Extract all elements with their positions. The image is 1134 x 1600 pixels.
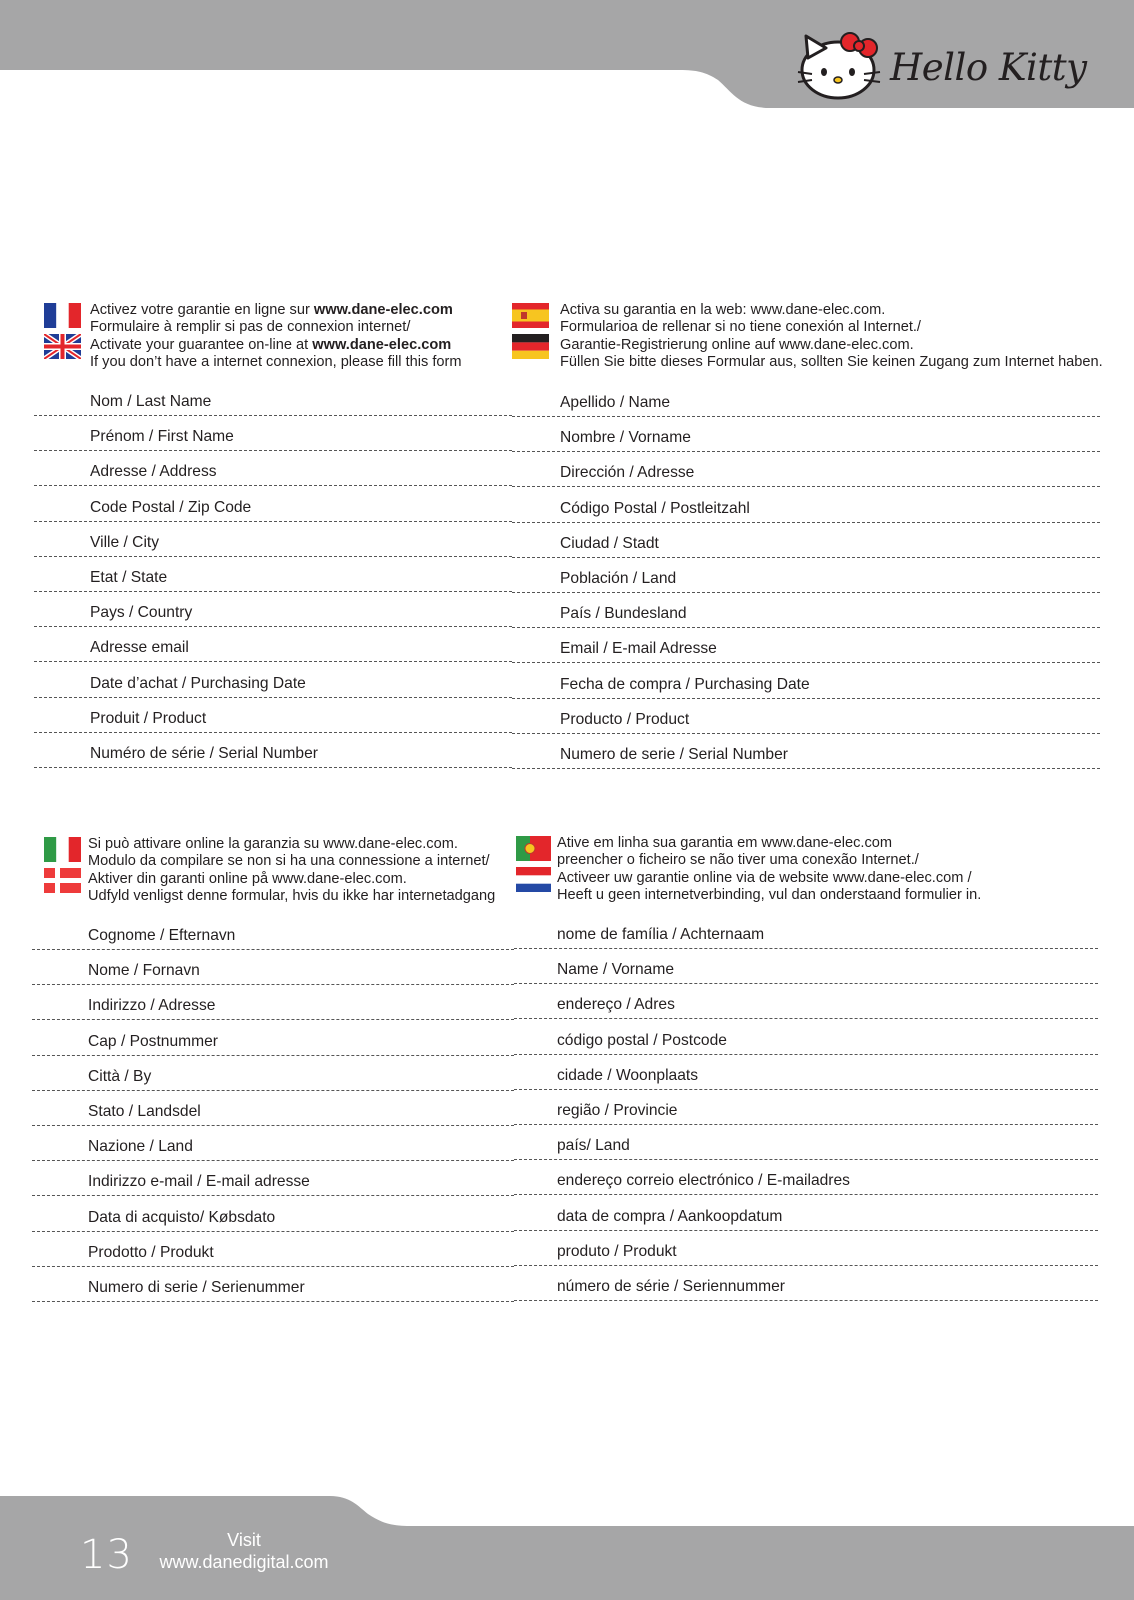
intro-line xyxy=(557,887,981,904)
form-field-label: Pays / Country xyxy=(90,604,193,622)
form-field-label: Email / E-mail Adresse xyxy=(560,640,717,658)
form-field-label: país/ Land xyxy=(557,1137,630,1155)
intro-line-text: Si può attivare online la garanzia su www.dane-elec.com. xyxy=(88,836,458,852)
form-field-line[interactable] xyxy=(512,487,1100,523)
form-field-line[interactable] xyxy=(34,415,512,451)
italy-flag-icon xyxy=(44,837,81,862)
form-field-line[interactable] xyxy=(514,1054,1098,1090)
form-field-label: Producto / Product xyxy=(560,710,690,728)
intro-line xyxy=(90,319,462,336)
form-field-label: Adresse / Address xyxy=(90,463,217,481)
form-field-line[interactable] xyxy=(512,451,1100,487)
intro-line-text: Ative em linha sua garantia em www.dane-elec.com xyxy=(557,835,893,851)
intro-text xyxy=(88,836,495,906)
intro-line-link[interactable]: www.dane-elec.com xyxy=(313,302,453,318)
spain-flag-icon xyxy=(512,303,549,328)
form-field-line[interactable] xyxy=(514,1159,1098,1195)
form-field-line[interactable] xyxy=(514,948,1098,984)
form-field-label: produto / Produkt xyxy=(557,1242,677,1260)
form-field-label: Data di acquisto/ Købsdato xyxy=(88,1208,276,1226)
intro-line xyxy=(560,337,1103,354)
form-field-label: Cap / Postnummer xyxy=(88,1032,218,1050)
intro-line-link[interactable]: www.dane-elec.com xyxy=(312,336,452,353)
intro-line xyxy=(560,319,1103,336)
form-field-label: Nome / Fornavn xyxy=(88,962,200,980)
intro-line xyxy=(88,836,495,853)
form-field-label: endereço correio electrónico / E-mailadres xyxy=(557,1172,850,1190)
page-number: 13 xyxy=(80,1532,133,1578)
uk-flag-icon xyxy=(44,334,81,359)
intro-line xyxy=(557,852,981,869)
form-field-label: data de compra / Aankoopdatum xyxy=(557,1207,783,1225)
form-field-line[interactable] xyxy=(512,557,1100,593)
form-field-line[interactable] xyxy=(34,732,512,768)
form-field-label: Nazione / Land xyxy=(88,1138,193,1156)
form-field-label: Nom / Last Name xyxy=(90,393,212,410)
intro-line xyxy=(560,354,1103,371)
form-field-label: Dirección / Adresse xyxy=(560,464,695,482)
form-field-label: Fecha de compra / Purchasing Date xyxy=(560,675,810,693)
form-field-label: Stato / Landsdel xyxy=(88,1103,201,1120)
intro-line-text: Heeft u geen internetverbinding, vul dan onderstaand formulier in. xyxy=(557,887,982,904)
form-field-label: endereço / Adres xyxy=(557,996,675,1014)
form-field-label: Numero de serie / Serial Number xyxy=(560,746,788,763)
form-field-label: Ciudad / Stadt xyxy=(560,534,659,552)
intro-line xyxy=(557,870,981,887)
intro-line-text: Formularioa de rellenar si no tiene conexión al Internet./ xyxy=(560,319,921,336)
intro-line-text: Füllen Sie bitte dieses Formular aus, sollten Sie keinen Zugang zum Internet haben. xyxy=(560,354,1103,371)
form-field-label: Prénom / First Name xyxy=(90,428,234,446)
intro-line-text: Garantie-Registrierung online auf www.dane-elec.com. xyxy=(560,336,914,353)
intro-line xyxy=(557,835,981,852)
form-field-line[interactable] xyxy=(514,1265,1098,1301)
kitty-head-icon xyxy=(796,28,886,108)
intro-line xyxy=(90,337,462,354)
form-field-label: Nombre / Vorname xyxy=(560,429,691,447)
intro-line-text: Modulo da compilare se non si ha una connessione a internet/ xyxy=(88,853,490,870)
form-field-line[interactable] xyxy=(34,380,512,416)
form-field-label: Código Postal / Postleitzahl xyxy=(560,499,750,517)
form-field-label: Code Postal / Zip Code xyxy=(90,498,252,516)
form-field-line[interactable] xyxy=(34,662,512,698)
form-field-line[interactable] xyxy=(32,1231,514,1267)
form-field-label: Numéro de série / Serial Number xyxy=(90,745,318,762)
netherlands-flag-icon xyxy=(516,867,553,892)
form-field-label: nome de família / Achternaam xyxy=(557,926,765,943)
form-field-line[interactable] xyxy=(512,663,1100,699)
intro-line-text: Udfyld venligst denne formular, hvis du ikke har internetadgang xyxy=(88,888,496,905)
form-field-line[interactable] xyxy=(514,1195,1098,1231)
form-field-label: Date d’achat / Purchasing Date xyxy=(90,674,306,692)
form-field-label: Apellido / Name xyxy=(560,394,671,411)
form-field-line[interactable] xyxy=(514,983,1098,1019)
intro-line xyxy=(90,302,462,319)
form-field-line[interactable] xyxy=(34,697,512,733)
form-field-line[interactable] xyxy=(34,521,512,557)
intro-line-text: Activeer uw garantie online via de website www.dane-elec.com / xyxy=(557,869,972,886)
form-field-line[interactable] xyxy=(512,733,1100,769)
form-field-label: cidade / Woonplaats xyxy=(557,1066,699,1084)
form-field-line[interactable] xyxy=(34,626,512,662)
form-field-line[interactable] xyxy=(512,698,1100,734)
form-field-label: Name / Vorname xyxy=(557,961,675,979)
germany-flag-icon xyxy=(512,334,549,359)
form-field-line[interactable] xyxy=(34,486,512,522)
form-field-label: País / Bundesland xyxy=(560,605,687,623)
intro-line-text: Activa su garantia en la web: www.dane-elec.com. xyxy=(560,302,886,318)
form-field-line[interactable] xyxy=(34,556,512,592)
form-field-line[interactable] xyxy=(32,1020,514,1056)
form-field-label: Cognome / Efternavn xyxy=(88,927,236,944)
form-field-label: Prodotto / Produkt xyxy=(88,1243,214,1261)
intro-line-text: Formulaire à remplir si pas de connexion internet/ xyxy=(90,319,411,336)
intro-line-text: Activez votre garantie en ligne sur xyxy=(90,302,314,318)
form-field-line[interactable] xyxy=(512,381,1100,417)
form-field-line[interactable] xyxy=(512,627,1100,663)
form-field-line[interactable] xyxy=(514,1124,1098,1160)
intro-line-text: If you don’t have a internet connexion, please fill this form xyxy=(90,354,462,371)
form-field-label: Indirizzo / Adresse xyxy=(88,997,216,1015)
form-field-label: Produit / Product xyxy=(90,709,207,727)
form-field-line[interactable] xyxy=(514,1019,1098,1055)
intro-text xyxy=(560,302,1103,372)
intro-text xyxy=(90,302,462,372)
intro-line xyxy=(90,354,462,371)
form-field-line[interactable] xyxy=(32,914,514,950)
form-field-line[interactable] xyxy=(32,949,514,985)
intro-line-text: Aktiver din garanti online på www.dane-elec.com. xyxy=(88,870,407,887)
form-field-line[interactable] xyxy=(514,913,1098,949)
footer-visit xyxy=(150,1529,338,1573)
form-field-line[interactable] xyxy=(32,1055,514,1091)
form-field-label: Ville / City xyxy=(90,533,160,551)
intro-text xyxy=(557,835,981,905)
form-field-line[interactable] xyxy=(512,592,1100,628)
form-field-label: código postal / Postcode xyxy=(557,1031,727,1049)
visit-label: Visit xyxy=(227,1530,261,1550)
intro-line xyxy=(88,888,495,905)
portugal-flag-icon xyxy=(516,836,553,861)
form-field-label: Población / Land xyxy=(560,570,677,587)
intro-line xyxy=(560,302,1103,319)
intro-line-text: Activate your guarantee on-line at xyxy=(90,336,313,353)
denmark-flag-icon xyxy=(44,868,81,893)
intro-line xyxy=(88,871,495,888)
form-field-line[interactable] xyxy=(32,984,514,1020)
form-field-label: região / Provincie xyxy=(557,1102,678,1119)
footer-url[interactable]: www.danedigital.com xyxy=(159,1552,329,1572)
france-flag-icon xyxy=(44,303,81,328)
form-field-line[interactable] xyxy=(32,1196,514,1232)
form-field-label: Etat / State xyxy=(90,569,168,586)
form-field-line[interactable] xyxy=(514,1230,1098,1266)
form-field-line[interactable] xyxy=(512,416,1100,452)
form-field-label: Indirizzo e-mail / E-mail adresse xyxy=(88,1173,310,1191)
intro-line-text: preencher o ficheiro se não tiver uma conexão Internet./ xyxy=(557,852,919,869)
form-field-label: Adresse email xyxy=(90,639,189,657)
form-field-line[interactable] xyxy=(34,450,512,486)
form-field-label: Città / By xyxy=(88,1067,152,1085)
brand-wordmark: Hello Kitty xyxy=(890,46,1087,89)
form-field-line[interactable] xyxy=(34,591,512,627)
form-field-line[interactable] xyxy=(514,1089,1098,1125)
form-field-label: número de série / Seriennummer xyxy=(557,1278,785,1295)
form-field-line[interactable] xyxy=(32,1266,514,1302)
intro-line xyxy=(88,853,495,870)
form-field-line[interactable] xyxy=(32,1160,514,1196)
form-field-line[interactable] xyxy=(32,1090,514,1126)
form-field-line[interactable] xyxy=(32,1125,514,1161)
form-field-label: Numero di serie / Serienummer xyxy=(88,1279,305,1296)
form-field-line[interactable] xyxy=(512,522,1100,558)
